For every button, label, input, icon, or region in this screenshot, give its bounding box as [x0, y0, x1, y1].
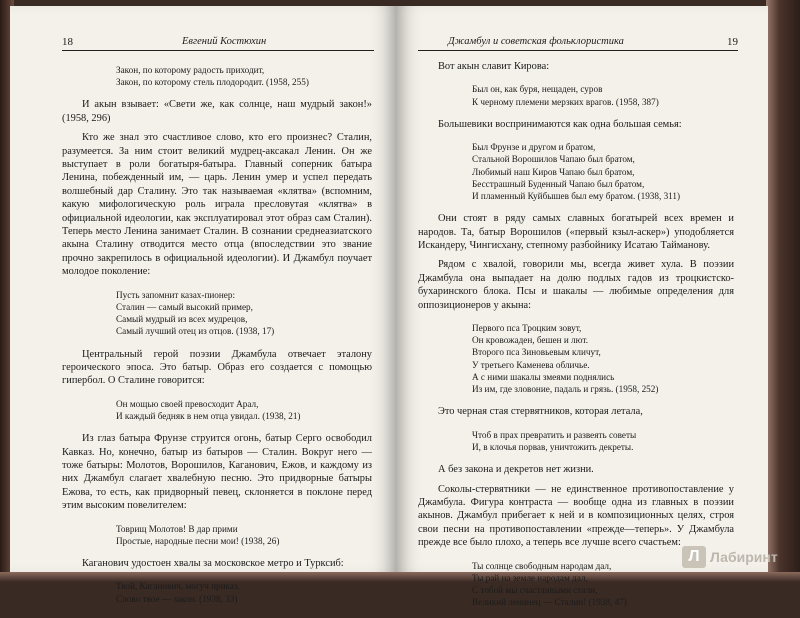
verse-quote — [472, 141, 734, 202]
paragraph: Центральный герой поэзии Джамбула отвечает эталону героического эпоса. Это батыр. Образ его создается с помощью гипербол. О Сталине говорится: — [62, 348, 372, 387]
verse-quote — [116, 398, 372, 422]
verse-line: Самый лучший отец из отцов. (1938, 17) — [116, 326, 275, 337]
left-page-body — [62, 60, 372, 615]
paragraph: Каганович удостоен хвалы за московское метро и Турксиб: — [82, 557, 344, 569]
paragraph: Они стоят в ряду самых славных богатырей всех времен и народов. Та, батыр Ворошилов («первый кзыл-аскер») уподобляется Искандеру, Чингисхану, степному разбойнику Исатаю Тайманову. — [418, 213, 734, 252]
left-running-head: Евгений Костюхин — [182, 36, 267, 47]
paragraph: Соколы-стервятники — не единственное противопоставление у Джамбула. Фигура контраста — вообще одна из главных в поэзии акынов. Джамбул прибегает к ней и в композиционных целях, строя свои песни на противопоставлении «прежде—теперь». У Джамбула прежде все было плохо, а теперь все лучше всего счастьем: — [418, 483, 734, 549]
verse-quote — [472, 83, 734, 107]
verse-line: Был Фрунзе и другом и братом, — [472, 142, 596, 153]
verse-line: И, в клочья порвав, уничтожить декреты. — [472, 441, 634, 452]
verse-quote — [116, 523, 372, 547]
verse-line: Он кровожаден, бешен и лют. — [472, 335, 588, 346]
verse-line: Твой, Каганович, могуч приказ, — [116, 581, 240, 592]
paragraph: Кто же знал это счастливое слово, кто его произнес? Сталин, разумеется. За ним стоит великий мудрец-аксакал Ленин. Он же выступает в роли богатыря-батыра. Главный соперник батыра Ленина, побежденный им, — царь. Ленин умер и успел передать волшебный дар Сталину. Это так называемая «клятва» (вспомним, какую мифологическую роль играла пресловутая «клятва» в официальной идеологии, как эксплуатировал этот образ сам Сталин). Теперь место Ленина занимает Сталин. В сознании среднеазиатского акына Сталину отводится место отца (впоследствии это звание прочно закрепилось в официальной идеологии). И Джамбул поучает молодое поколение: — [62, 132, 372, 278]
verse-quote — [116, 289, 372, 338]
block-spacer — [62, 609, 372, 615]
verse-line: С тобой мы счастливыми стали, — [472, 584, 598, 595]
verse-line: Сталин — самый высокий пример, — [116, 301, 253, 312]
block-spacer — [62, 279, 372, 285]
verse-line: Закон, по которому стель плодородит. (1958, 255) — [116, 77, 309, 88]
verse-line: Слово твое — закон. (1938, 33) — [116, 593, 238, 604]
paragraph: Вот акын славит Кирова: — [438, 61, 550, 72]
verse-quote — [472, 322, 734, 395]
verse-line: Второго пса Зиновьевым кличут, — [472, 347, 601, 358]
verse-line: Чтоб в прах превратить и развеять советы — [472, 429, 637, 440]
left-page-number: 18 — [62, 36, 73, 48]
left-page — [10, 6, 396, 604]
verse-line: Пусть запомнит казах-пионер: — [116, 289, 236, 300]
block-spacer — [418, 612, 734, 618]
right-page — [396, 6, 768, 608]
block-spacer — [418, 73, 734, 79]
verse-line: Закон, по которому радость приходит, — [116, 65, 265, 75]
verse-line: И каждый бедняк в нем отца увидал. (1938, 21) — [116, 410, 301, 421]
verse-line: Был он, как буря, нещаден, суров — [472, 84, 603, 95]
block-spacer — [418, 312, 734, 318]
verse-line: Бесстрашный Буденный Чапаю был братом, — [472, 178, 645, 189]
block-spacer — [62, 513, 372, 519]
watermark-logo-icon: Л — [682, 546, 706, 568]
paragraph: Из глаз батыра Фрунзе струится огонь, батыр Серго освободил Кавказ. Но, конечно, батыр из батыров — Сталин. Вокруг него — тоже батыры: Молотов, Ворошилов, Каганович, Ежов, и каждому из них Джамбул слагает хвалебную песню. Это придворные батыры Ежова, то есть, как придворный певец, склоняется в поклоне перед этим высоким повелителем: — [62, 433, 372, 512]
verse-line: Из им, где зловоние, падаль и грязь. (1958, 252) — [472, 384, 659, 395]
verse-line: Первого пса Троцким зовут, — [472, 323, 582, 334]
verse-line: А с ними шакалы змеями поднялись — [472, 371, 615, 382]
verse-quote — [472, 429, 734, 453]
verse-line: Ты солнце свободным народам дал, — [472, 560, 612, 571]
verse-line: Товрищ Молотов! В дар прими — [116, 523, 238, 534]
verse-line: Великий ленинец — Сталин! (1938, 47) — [472, 597, 627, 608]
verse-line: Простые, народные песни мои! (1938, 26) — [116, 535, 280, 546]
verse-line: И пламенный Куйбышев был ему братом. (1938, 311) — [472, 191, 681, 202]
block-spacer — [418, 419, 734, 425]
watermark-text: Лабиринт — [710, 549, 778, 565]
book-cover-edge-right — [766, 0, 800, 582]
right-header-rule — [418, 50, 738, 51]
verse-line: К черному племени мерзких врагов. (1958, 387) — [472, 96, 659, 107]
verse-line: Стальной Ворошилов Чапаю был братом, — [472, 154, 635, 165]
paragraph: И акын взывает: «Свети же, как солнце, наш мудрый закон!» (1958, 296) — [62, 99, 372, 124]
verse-line: Любимый наш Киров Чапаю был братом, — [472, 166, 635, 177]
verse-line: У третьего Каменева обличье. — [472, 359, 590, 370]
block-spacer — [62, 388, 372, 394]
verse-line: Самый мудрый из всех мудрецов, — [116, 314, 248, 325]
paragraph: Большевики воспринимаются как одна большая семья: — [438, 118, 682, 130]
left-header-rule — [62, 50, 374, 51]
verse-line: Он мощью своей превосходит Арал, — [116, 398, 259, 409]
paragraph: Это черная стая стервятников, которая летала, — [438, 406, 643, 418]
right-page-body — [418, 60, 734, 618]
right-running-head: Джамбул и советская фольклористика — [448, 36, 624, 47]
right-page-number: 19 — [727, 36, 738, 48]
paragraph: А без закона и декретов нет жизни. — [438, 464, 594, 476]
verse-quote — [116, 64, 372, 88]
block-spacer — [62, 570, 372, 576]
block-spacer — [418, 131, 734, 137]
verse-line: Ты рай на земле народам дал, — [472, 572, 588, 583]
verse-quote — [116, 580, 372, 604]
paragraph: Рядом с хвалой, говорили мы, всегда живет хула. В поэзии Джамбула она выпадает на долю подлых гадов из троцкистско-бухаринского блока. Псы и шакалы — любимые определения для оппозиционеров у акына: — [418, 259, 734, 311]
